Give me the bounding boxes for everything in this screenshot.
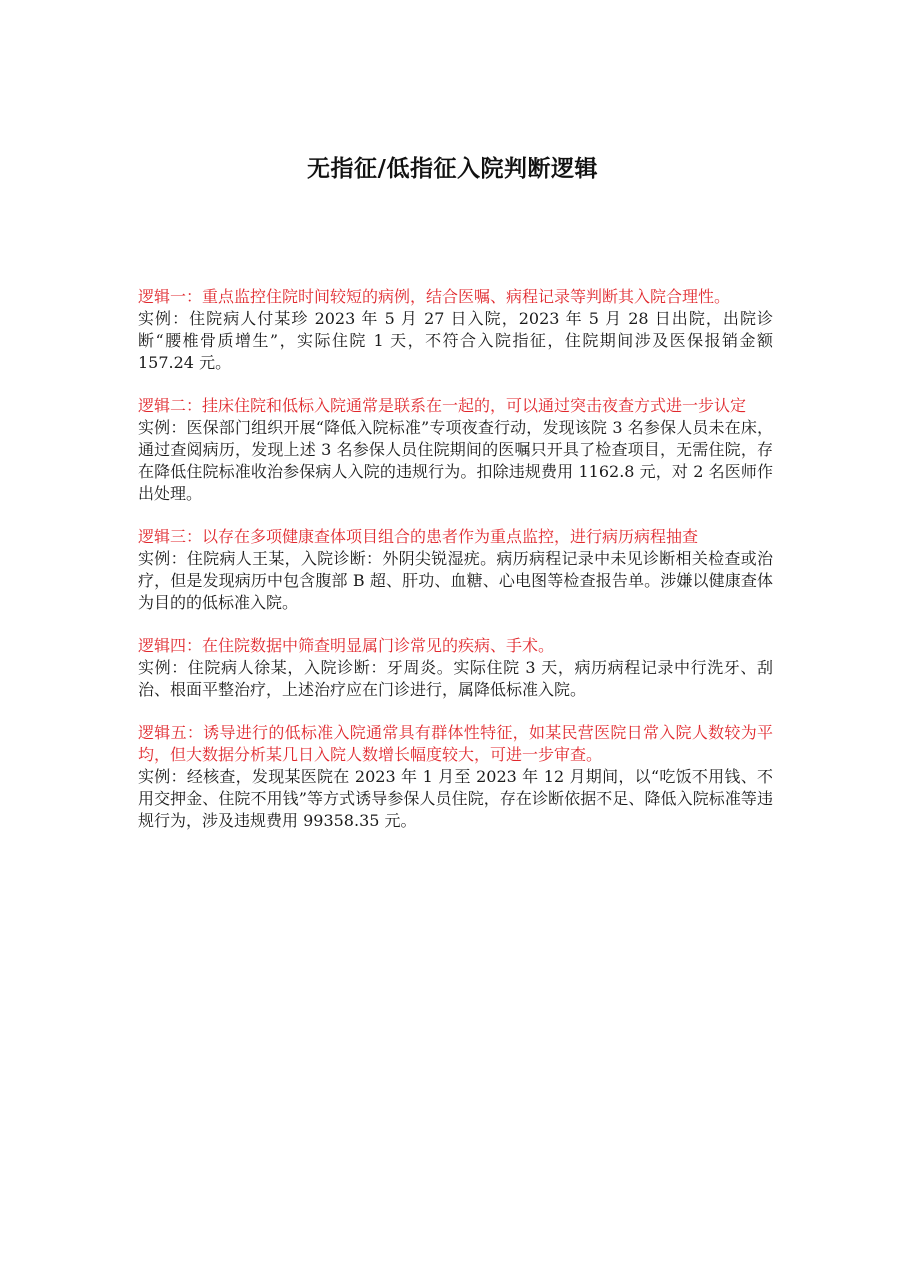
logic-section-2 xyxy=(138,395,773,505)
document-body xyxy=(138,286,773,853)
logic-heading: 逻辑四：在住院数据中筛查明显属门诊常见的疾病、手术。 xyxy=(138,636,555,655)
document-title: 无指征/低指征入院判断逻辑 xyxy=(307,156,598,182)
logic-section-3 xyxy=(138,526,773,614)
logic-heading: 逻辑三：以存在多项健康查体项目组合的患者作为重点监控，进行病历病程抽查 xyxy=(138,527,699,546)
logic-heading: 逻辑二：挂床住院和低标入院通常是联系在一起的，可以通过突击夜查方式进一步认定 xyxy=(138,396,747,415)
logic-heading: 逻辑五：诱导进行的低标准入院通常具有群体性特征，如某民营医院日常入院人数较为平均，但大数据分析某几日入院人数增长幅度较大，可进一步审查。 xyxy=(138,723,773,764)
logic-example: 实例：住院病人徐某，入院诊断：牙周炎。实际住院 3 天，病历病程记录中行洗牙、刮治、根面平整治疗，上述治疗应在门诊进行，属降低标准入院。 xyxy=(138,658,773,699)
logic-example: 实例：医保部门组织开展“降低入院标准”专项夜查行动，发现该院 3 名参保人员未在床，通过查阅病历，发现上述 3 名参保人员住院期间的医嘱只开具了检查项目，无需住院，存在降低住院标准收治参保病人入院的违规行为。扣除违规费用 1162.8 元，对 2 名医师作出处理。 xyxy=(138,418,773,503)
logic-example: 实例：经核查，发现某医院在 2023 年 1 月至 2023 年 12 月期间，以“吃饭不用钱、不用交押金、住院不用钱”等方式诱导参保人员住院，存在诊断依据不足、降低入院标准等违规行为，涉及违规费用 99358.35 元。 xyxy=(138,767,773,830)
logic-section-1 xyxy=(138,286,773,374)
logic-example: 实例：住院病人王某，入院诊断：外阴尖锐湿疣。病历病程记录中未见诊断相关检查或治疗，但是发现病历中包含腹部 B 超、肝功、血糖、心电图等检查报告单。涉嫌以健康查体为目的的低标准入院。 xyxy=(138,549,773,612)
logic-example: 实例：住院病人付某珍 2023 年 5 月 27 日入院，2023 年 5 月 28 日出院，出院诊断“腰椎骨质增生”，实际住院 1 天，不符合入院指征，住院期间涉及医保报销金额 157.24 元。 xyxy=(138,309,773,372)
logic-section-4 xyxy=(138,635,773,701)
logic-heading: 逻辑一：重点监控住院时间较短的病例，结合医嘱、病程记录等判断其入院合理性。 xyxy=(138,287,731,306)
logic-section-5 xyxy=(138,722,773,832)
